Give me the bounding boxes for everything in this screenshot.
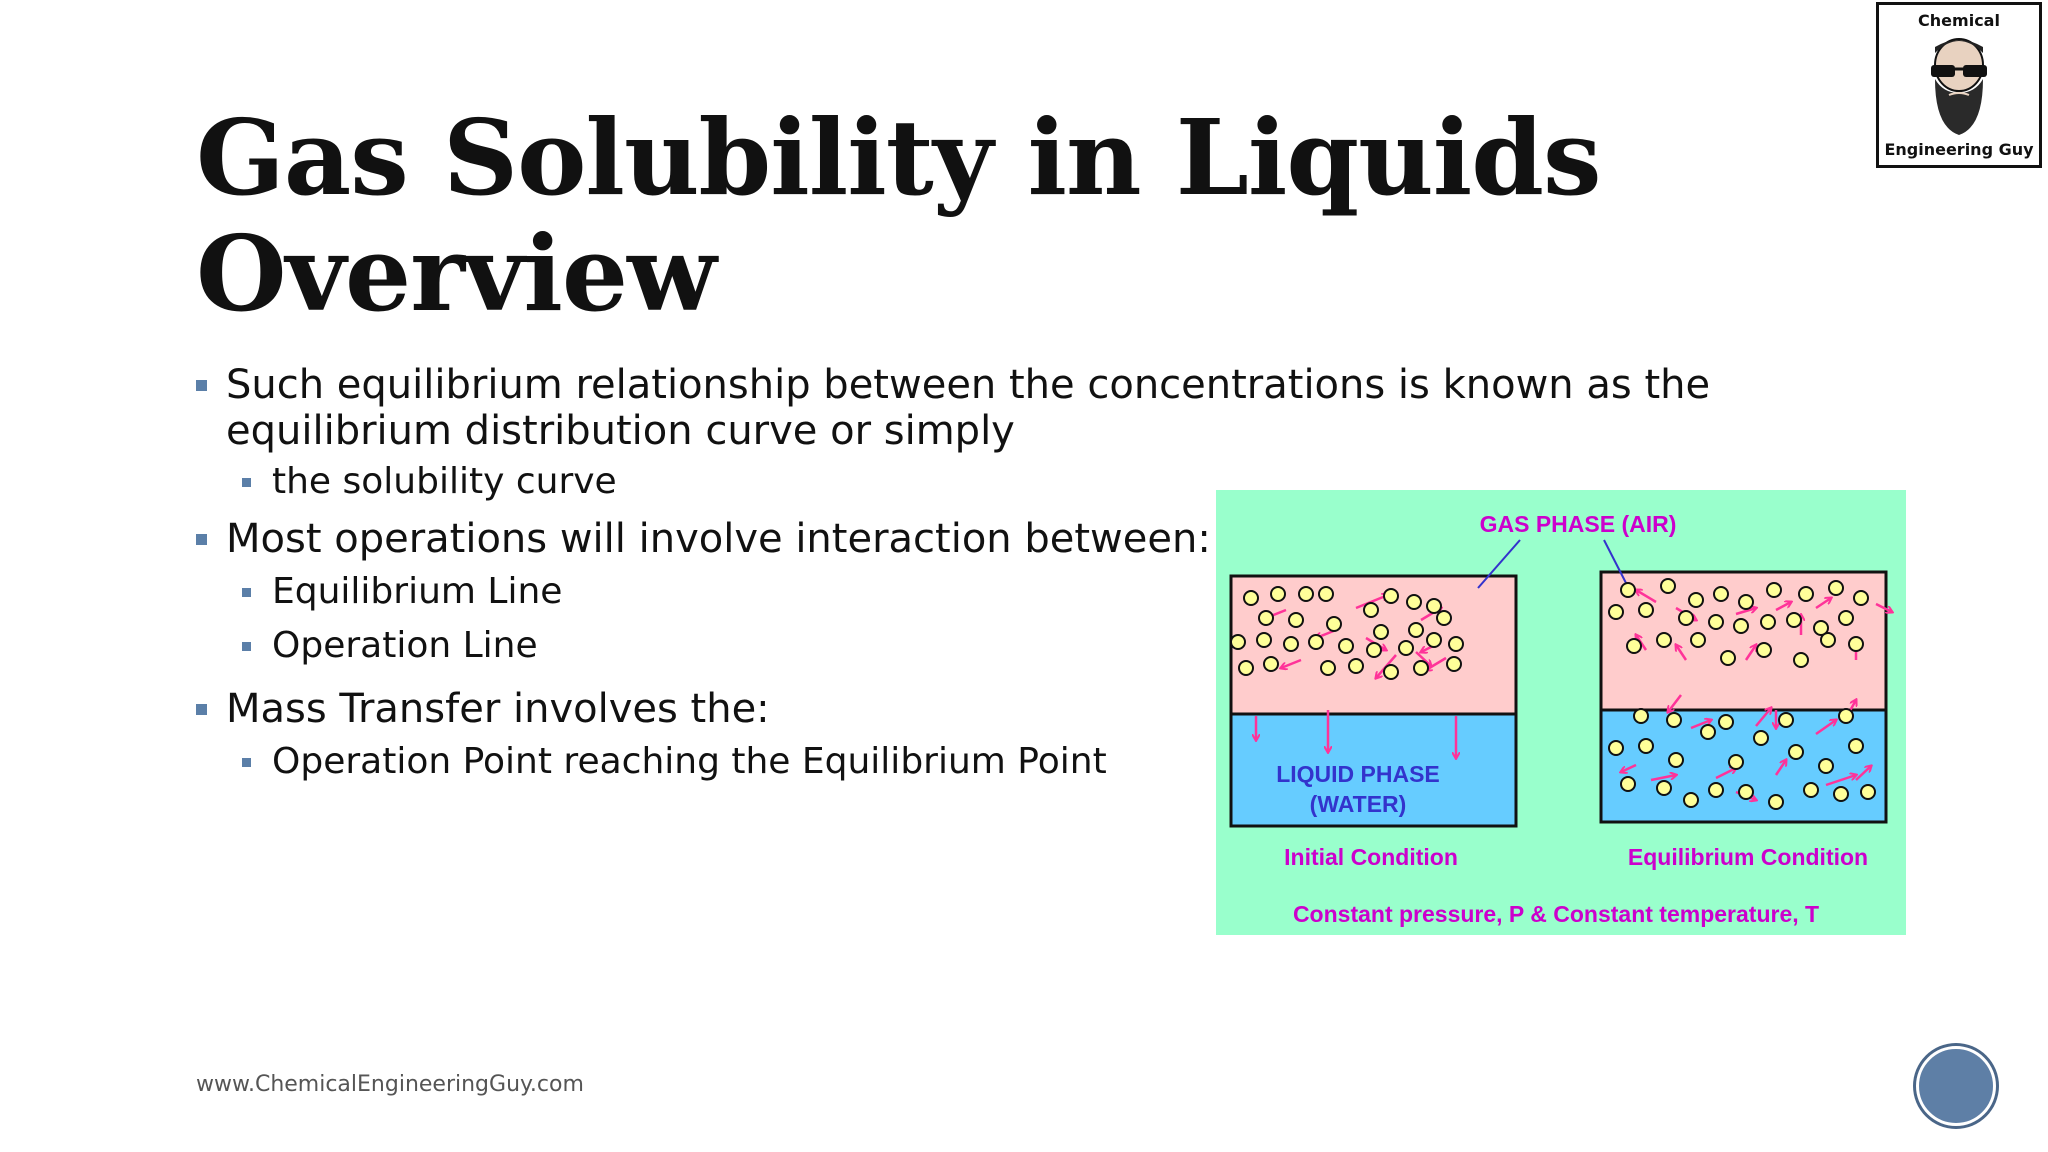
logo-bottom-text: Engineering Guy [1884, 140, 2034, 159]
molecule [1834, 787, 1848, 801]
molecule [1839, 611, 1853, 625]
navigation-circle-button[interactable] [1916, 1046, 1996, 1126]
molecule [1691, 633, 1705, 647]
molecule [1231, 635, 1245, 649]
molecule [1639, 739, 1653, 753]
molecule [1709, 783, 1723, 797]
molecule [1284, 637, 1298, 651]
equilibrium-liquid-region [1601, 710, 1886, 822]
molecule [1309, 635, 1323, 649]
molecule [1321, 661, 1335, 675]
molecule [1861, 785, 1875, 799]
bullet-text: Such equilibrium relationship between the concentrations is known as the equilibrium distribution curve or simply [226, 362, 1711, 454]
equilibrium-gas-region [1601, 572, 1886, 710]
gas-phase-label: GAS PHASE (AIR) [1479, 511, 1677, 537]
initial-condition-label: Initial Condition [1284, 844, 1458, 870]
molecule [1739, 595, 1753, 609]
molecule [1794, 653, 1808, 667]
molecule [1609, 741, 1623, 755]
molecule [1719, 715, 1733, 729]
molecule [1799, 587, 1813, 601]
conditions-label: Constant pressure, P & Constant temperature, T [1292, 901, 1820, 927]
molecule [1319, 587, 1333, 601]
molecule [1639, 603, 1653, 617]
molecule [1239, 661, 1253, 675]
molecule [1701, 725, 1715, 739]
molecule [1634, 709, 1648, 723]
molecule [1367, 643, 1381, 657]
molecule [1689, 593, 1703, 607]
molecule [1821, 633, 1835, 647]
molecule [1289, 613, 1303, 627]
molecule [1669, 753, 1683, 767]
title-line-1: Gas Solubility in Liquids [196, 96, 1601, 219]
molecule [1609, 605, 1623, 619]
molecule [1709, 615, 1723, 629]
molecule [1684, 793, 1698, 807]
molecule [1349, 659, 1363, 673]
molecule [1829, 581, 1843, 595]
molecule [1621, 777, 1635, 791]
molecule [1374, 625, 1388, 639]
gas-solubility-figure [1216, 490, 1906, 935]
molecule [1244, 591, 1258, 605]
molecule [1427, 599, 1441, 613]
sub-bullet-text: Operation Line [272, 625, 538, 666]
molecule [1384, 589, 1398, 603]
molecule [1729, 755, 1743, 769]
molecule [1754, 731, 1768, 745]
molecule [1661, 579, 1675, 593]
molecule [1839, 709, 1853, 723]
molecule [1787, 613, 1801, 627]
bullet-text: Mass Transfer involves the: [226, 686, 770, 732]
molecule [1339, 639, 1353, 653]
molecule [1264, 657, 1278, 671]
molecule [1854, 591, 1868, 605]
molecule [1437, 611, 1451, 625]
liquid-phase-label-line-2: (WATER) [1309, 791, 1407, 817]
molecule [1409, 623, 1423, 637]
molecule [1257, 633, 1271, 647]
molecule [1734, 619, 1748, 633]
molecule [1627, 639, 1641, 653]
title-line-2: Overview [196, 212, 716, 335]
molecule [1779, 713, 1793, 727]
sub-bullet-text: Equilibrium Line [272, 571, 563, 612]
slide-title [196, 96, 1696, 335]
bullet-text: Most operations will involve interaction between: [226, 516, 1211, 562]
molecule [1757, 643, 1771, 657]
molecule [1739, 785, 1753, 799]
molecule [1761, 615, 1775, 629]
molecule [1849, 739, 1863, 753]
molecule [1449, 637, 1463, 651]
molecule [1679, 611, 1693, 625]
molecule [1259, 611, 1273, 625]
molecule [1364, 603, 1378, 617]
molecule [1714, 587, 1728, 601]
molecule [1414, 661, 1428, 675]
molecule [1789, 745, 1803, 759]
molecule [1384, 665, 1398, 679]
molecule [1849, 637, 1863, 651]
molecule [1407, 595, 1421, 609]
sub-bullet-text: Operation Point reaching the Equilibrium Point [272, 741, 1107, 782]
equilibrium-condition-label: Equilibrium Condition [1627, 844, 1869, 870]
molecule [1769, 795, 1783, 809]
channel-logo [1876, 2, 2042, 168]
molecule [1657, 781, 1671, 795]
molecule [1271, 587, 1285, 601]
figure-canvas [1216, 490, 1906, 935]
molecule [1667, 713, 1681, 727]
bullet-equilibrium-relationship [196, 362, 1896, 454]
liquid-phase-label-line-1: LIQUID PHASE [1276, 761, 1440, 787]
molecule [1721, 651, 1735, 665]
molecule [1327, 617, 1341, 631]
footer-website-url[interactable]: www.ChemicalEngineeringGuy.com [196, 1072, 584, 1097]
molecule [1299, 587, 1313, 601]
bearded-face-icon [1919, 31, 1999, 143]
molecule [1427, 633, 1441, 647]
logo-top-text: Chemical [1918, 11, 2000, 30]
molecule [1767, 583, 1781, 597]
molecule [1621, 583, 1635, 597]
molecule [1819, 759, 1833, 773]
molecule [1804, 783, 1818, 797]
molecule [1657, 633, 1671, 647]
molecule [1399, 641, 1413, 655]
molecule [1447, 657, 1461, 671]
sub-bullet-text: the solubility curve [272, 461, 617, 502]
